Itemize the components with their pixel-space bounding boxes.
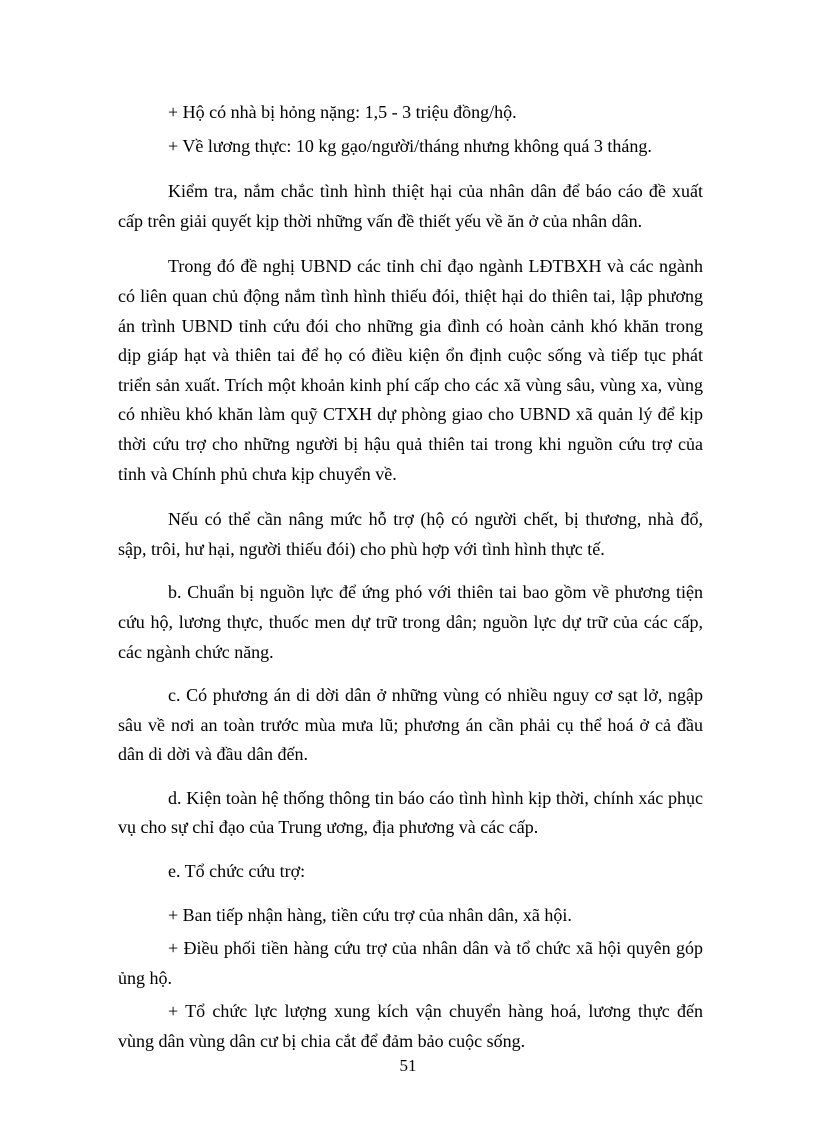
bullet-receiving-committee: + Ban tiếp nhận hàng, tiền cứu trợ của nhân dân, xã hội. xyxy=(168,904,572,925)
paragraph-support-increase: Nếu có thể cần nâng mức hỗ trợ (hộ có người chết, bị thương, nhà đổ, sập, trôi, hư hại, người thiếu đói) cho phù hợp với tình hình thực tế. xyxy=(118,509,703,559)
paragraph-provincial-relief: Trong đó đề nghị UBND các tỉnh chỉ đạo ngành LĐTBXH và các ngành có liên quan chủ động nắm tình hình thiếu đói, thiệt hại do thiên tai, lập phương án trình UBND tỉnh cứu đói cho những gia đình có hoàn cảnh khó khăn trong dịp giáp hạt và thiên tai để họ có điều kiện ổn định cuộc sống và tiếp tục phát triển sản xuất. Trích một khoản kinh phí cấp cho các xã vùng sâu, vùng xa, vùng có nhiều khó khăn làm quỹ CTXH dự phòng giao cho UBND xã quản lý để kịp thời cứu trợ cho những người bị hậu quả thiên tai trong khi nguồn cứu trợ của tỉnh và Chính phủ chưa kịp chuyển về. xyxy=(118,256,703,484)
bullet-shock-forces: + Tổ chức lực lượng xung kích vận chuyển hàng hoá, lương thực đến vùng dân vùng dân cư bị chia cắt để đảm bảo cuộc sống. xyxy=(118,1001,703,1052)
bullet-damaged-house-support: + Hộ có nhà bị hỏng nặng: 1,5 - 3 triệu đồng/hộ. xyxy=(168,102,517,122)
page-number: 51 xyxy=(399,1056,417,1075)
bullet-food-support: + Về lương thực: 10 kg gạo/người/tháng nhưng không quá 3 tháng. xyxy=(168,135,652,156)
paragraph-damage-inspection: Kiểm tra, nắm chắc tình hình thiệt hại của nhân dân để báo cáo đề xuất cấp trên giải quyết kịp thời những vấn đề thiết yếu về ăn ở của nhân dân. xyxy=(118,181,703,231)
section-e-heading: e. Tổ chức cứu trợ: xyxy=(168,861,306,882)
section-c-relocation: c. Có phương án di dời dân ở những vùng có nhiều nguy cơ sạt lở, ngập sâu về nơi an toàn trước mùa mưa lũ; phương án cần phải cụ thể hoá ở cả đầu dân di dời và đầu dân đến. xyxy=(118,685,703,765)
page-body xyxy=(118,98,703,1057)
bullet-coordination: + Điều phối tiền hàng cứu trợ của nhân dân và tổ chức xã hội quyên góp ủng hộ. xyxy=(118,938,703,988)
section-b-resources: b. Chuẩn bị nguồn lực để ứng phó với thiên tai bao gồm về phương tiện cứu hộ, lương thực, thuốc men dự trữ trong dân; nguồn lực dự trữ của các cấp, các ngành chức năng. xyxy=(118,582,703,662)
section-d-information-system: d. Kiện toàn hệ thống thông tin báo cáo tình hình kịp thời, chính xác phục vụ cho sự chỉ đạo của Trung ương, địa phương và các cấp. xyxy=(118,787,703,838)
